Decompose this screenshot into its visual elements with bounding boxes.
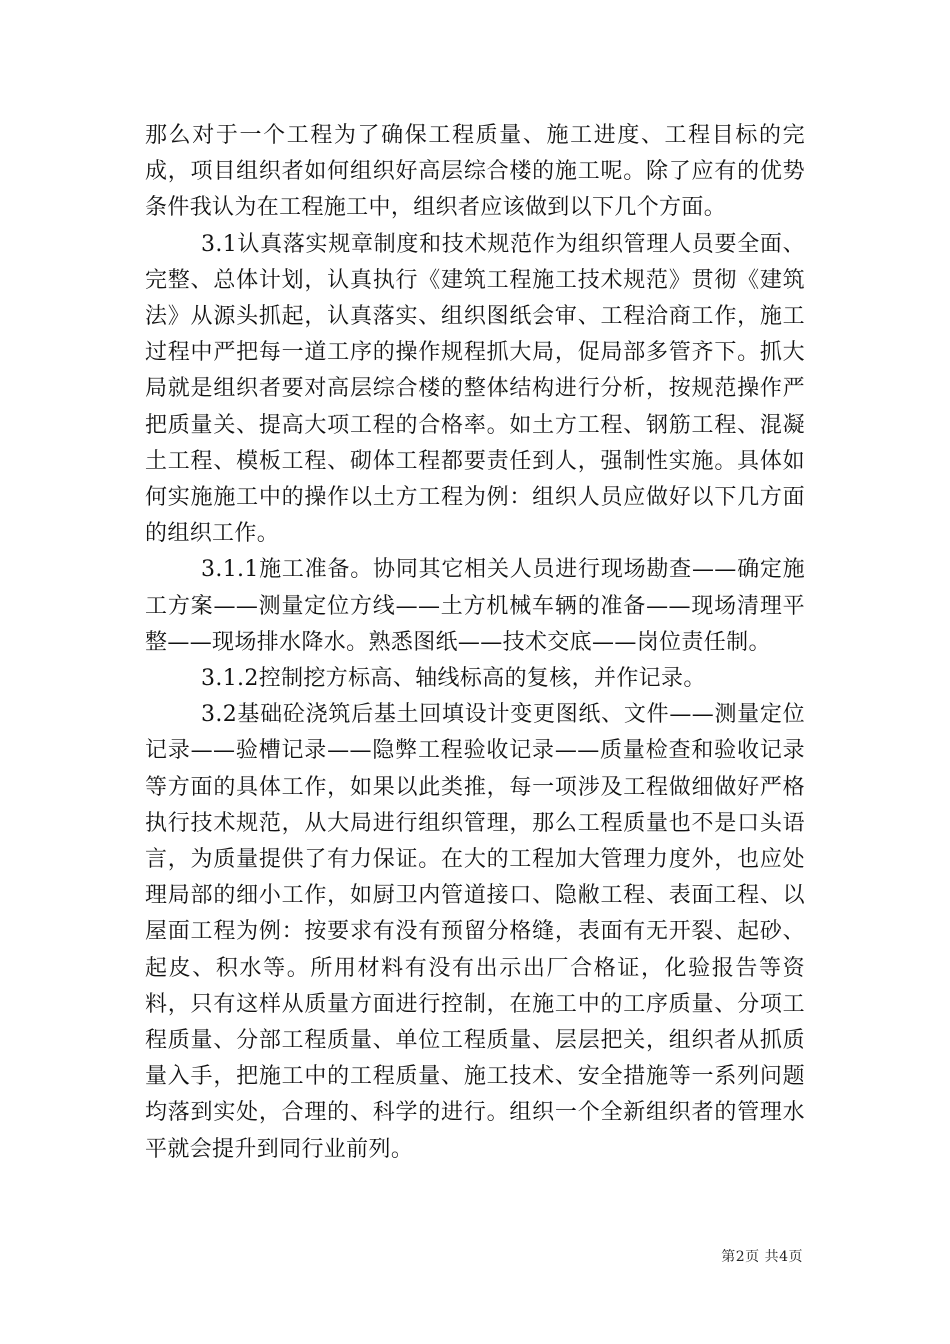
paragraph-section-3-1-2: 3.1.2控制挖方标高、轴线标高的复核，并作记录。 <box>201 666 706 692</box>
page-number: 第2页 共4页 <box>721 1249 803 1265</box>
paragraph-intro: 那么对于一个工程为了确保工程质量、施工进度、工程目标的完成，项目组织者如何组织好高层综合楼的施工呢。除了应有的优势条件我认为在工程施工中，组织者应该做到以下几个方面。 <box>145 123 805 221</box>
document-body <box>145 118 805 1168</box>
paragraph-section-3-1-1: 3.1.1施工准备。协同其它相关人员进行现场勘查——确定施工方案——测量定位方线——土方机械车辆的准备——现场清理平整——现场排水降水。熟悉图纸——技术交底——岗位责任制。 <box>145 557 805 655</box>
paragraph-section-3-2: 3.2基础砼浇筑后基土回填设计变更图纸、文件——测量定位记录——验槽记录——隐弊工程验收记录——质量检查和验收记录等方面的具体工作，如果以此类推，每一项涉及工程做细做好严格执行技术规范，从大局进行组织管理，那么工程质量也不是口头语言，为质量提供了有力保证。在大的工程加大管理力度外，也应处理局部的细小工作，如厨卫内管道接口、隐敝工程、表面工程、以屋面工程为例：按要求有没有预留分格缝，表面有无开裂、起砂、起皮、积水等。所用材料有没有出示出厂合格证，化验报告等资料，只有这样从质量方面进行控制，在施工中的工序质量、分项工程质量、分部工程质量、单位工程质量、层层把关，组织者从抓质量入手，把施工中的工程质量、施工技术、安全措施等一系列问题均落到实处，合理的、科学的进行。组织一个全新组织者的管理水平就会提升到同行业前列。 <box>145 702 805 1162</box>
paragraph-section-3-1: 3.1认真落实规章制度和技术规范作为组织管理人员要全面、完整、总体计划，认真执行《建筑工程施工技术规范》贯彻《建筑法》从源头抓起，认真落实、组织图纸会审、工程洽商工作，施工过程中严把每一道工序的操作规程抓大局，促局部多管齐下。抓大局就是组织者要对高层综合楼的整体结构进行分析，按规范操作严把质量关、提高大项工程的合格率。如土方工程、钢筋工程、混凝土工程、模板工程、砌体工程都要责任到人，强制性实施。具体如何实施施工中的操作以土方工程为例：组织人员应做好以下几方面的组织工作。 <box>145 231 805 547</box>
